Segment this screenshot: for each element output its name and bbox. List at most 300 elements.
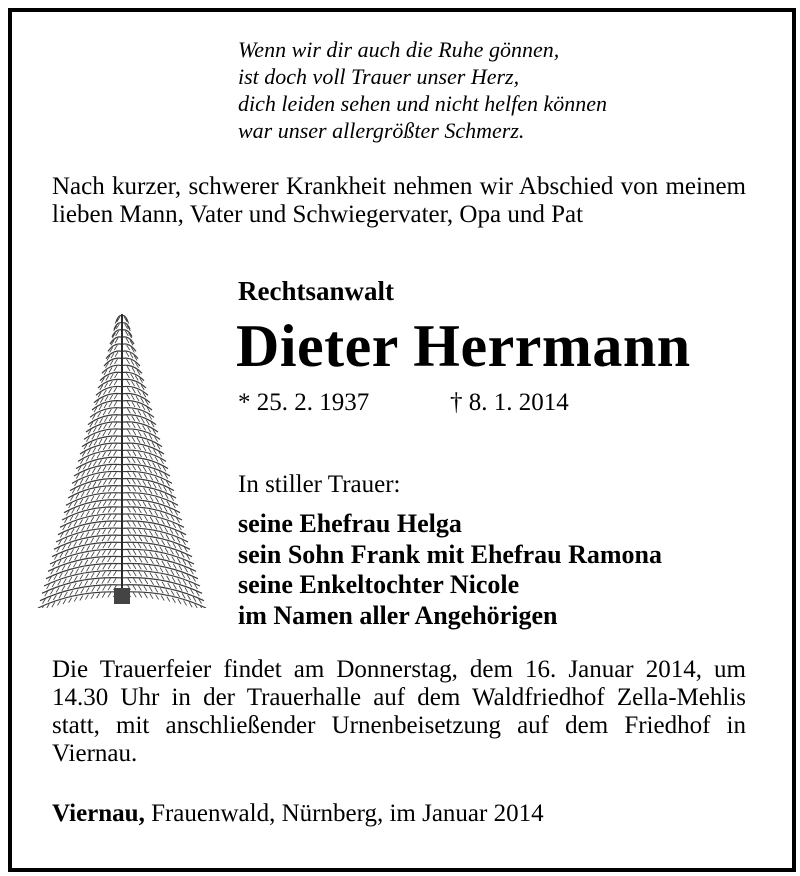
- tree-needle: [189, 602, 192, 607]
- tree-needle: [138, 586, 141, 591]
- tree-needle: [97, 572, 100, 577]
- tree-needle: [176, 551, 179, 556]
- tree-needle: [127, 444, 130, 449]
- mourner-item: sein Sohn Frank mit Ehefrau Ramona: [238, 539, 662, 569]
- tree-needle: [87, 504, 90, 509]
- tree-needle: [127, 543, 130, 548]
- tree-needle: [86, 553, 89, 558]
- tree-needle: [114, 451, 117, 456]
- tree-needle: [103, 480, 106, 485]
- tree-needle: [71, 529, 74, 534]
- tree-needle: [91, 496, 94, 501]
- tree-needle: [59, 573, 62, 578]
- tree-needle: [158, 485, 161, 490]
- tree-needle: [86, 587, 89, 592]
- tree-needle: [103, 431, 106, 436]
- tree-needle: [97, 495, 100, 500]
- tree-branch: [122, 337, 134, 344]
- tree-needle: [166, 514, 169, 519]
- tree-needle: [102, 515, 105, 520]
- tree-needle: [127, 387, 130, 392]
- tree-needle: [109, 444, 112, 449]
- tree-needle: [154, 470, 157, 475]
- tree-needle: [171, 591, 174, 596]
- tree-needle: [139, 473, 142, 478]
- tree-needle: [137, 403, 140, 408]
- tree-needle: [156, 581, 159, 586]
- tree-needle: [81, 533, 84, 538]
- tree-needle: [98, 412, 101, 417]
- tree-needle: [173, 543, 176, 548]
- tree-needle: [128, 493, 131, 498]
- tree-needle: [150, 573, 153, 578]
- tree-needle: [138, 445, 141, 450]
- tree-needle: [162, 540, 165, 545]
- tree-needle: [128, 550, 131, 555]
- tree-needle: [92, 468, 95, 473]
- tree-needle: [127, 422, 130, 427]
- tree-needle: [110, 374, 113, 379]
- tree-needle: [144, 433, 147, 438]
- tree-needle: [149, 566, 152, 571]
- tree-needle: [79, 540, 82, 545]
- tree-needle: [128, 571, 131, 576]
- tree-needle: [128, 451, 131, 456]
- tree-needle: [81, 567, 84, 572]
- tree-needle: [73, 562, 76, 567]
- tree-needle: [144, 565, 147, 570]
- tree-needle: [155, 457, 158, 462]
- tree-needle: [75, 589, 78, 594]
- tree-needle: [98, 467, 101, 472]
- tree-needle: [127, 436, 130, 441]
- tree-needle: [149, 587, 152, 592]
- tree-needle: [139, 529, 142, 534]
- tree-needle: [185, 587, 188, 592]
- tree-needle: [145, 579, 148, 584]
- tree-needle: [76, 527, 79, 532]
- tree-needle: [143, 467, 146, 472]
- tree-needle: [144, 453, 147, 458]
- tree-needle: [127, 429, 130, 434]
- tree-needle: [139, 536, 142, 541]
- tree-needle: [75, 514, 78, 519]
- tree-needle: [154, 545, 157, 550]
- tree-needle: [161, 595, 164, 600]
- tree-needle: [127, 394, 130, 399]
- tree-needle: [127, 507, 130, 512]
- tree-needle: [77, 507, 80, 512]
- tree-needle: [150, 538, 153, 543]
- tree-needle: [170, 529, 173, 534]
- tree-needle: [68, 584, 71, 589]
- tree-needle: [142, 439, 145, 444]
- tree-needle: [128, 578, 131, 583]
- tree-needle: [144, 495, 147, 500]
- tree-needle: [114, 564, 117, 569]
- tree-needle: [138, 543, 141, 548]
- tree-needle: [165, 569, 168, 574]
- tree-needle: [144, 509, 147, 514]
- tree-needle: [109, 388, 112, 393]
- tree-needle: [114, 436, 117, 441]
- tree-needle: [115, 359, 118, 364]
- tree-needle: [103, 543, 106, 548]
- tree-needle: [148, 482, 151, 487]
- tree-needle: [150, 594, 153, 599]
- tree-needle: [155, 566, 158, 571]
- tree-needle: [93, 482, 96, 487]
- tree-needle: [114, 444, 117, 449]
- tree-needle: [148, 427, 151, 432]
- tree-branch: [122, 344, 136, 351]
- tree-needle: [138, 466, 141, 471]
- tree-needle: [109, 367, 112, 372]
- tree-needle: [149, 434, 152, 439]
- tree-needle: [143, 502, 146, 507]
- tree-needle: [81, 547, 84, 552]
- tree-needle: [143, 425, 146, 430]
- tree-needle: [137, 417, 140, 422]
- tree-needle: [64, 558, 67, 563]
- tree-needle: [104, 424, 107, 429]
- tree-needle: [133, 529, 136, 534]
- tree-needle: [100, 418, 103, 423]
- tree-needle: [114, 401, 117, 406]
- tree-needle: [133, 557, 136, 562]
- poem-line: ist doch voll Trauer unser Herz,: [238, 64, 520, 89]
- tree-needle: [109, 458, 112, 463]
- tree-needle: [103, 586, 106, 591]
- tree-needle: [113, 578, 116, 583]
- tree-needle: [98, 446, 101, 451]
- tree-needle: [132, 402, 135, 407]
- tree-needle: [108, 465, 111, 470]
- tree-needle: [96, 579, 99, 584]
- tree-needle: [133, 409, 136, 414]
- tree-needle: [108, 500, 111, 505]
- tree-needle: [167, 597, 170, 602]
- tree-needle: [127, 486, 130, 491]
- tree-needle: [102, 557, 105, 562]
- tree-needle: [139, 550, 142, 555]
- tree-needle: [149, 489, 152, 494]
- tree-needle: [178, 599, 181, 604]
- tree-needle: [82, 505, 85, 510]
- tree-needle: [97, 593, 100, 598]
- tree-needle: [71, 549, 74, 554]
- tree-needle: [108, 522, 111, 527]
- tree-needle: [155, 511, 158, 516]
- tree-needle: [103, 445, 106, 450]
- tree-needle: [156, 497, 159, 502]
- tree-needle: [133, 515, 136, 520]
- tree-needle: [114, 458, 117, 463]
- tree-needle: [155, 574, 158, 579]
- tree-needle: [133, 472, 136, 477]
- mourners-list: [238, 509, 662, 631]
- tree-needle: [133, 430, 136, 435]
- tree-needle: [91, 538, 94, 543]
- tree-needle: [132, 416, 135, 421]
- tree-needle: [151, 580, 154, 585]
- tree-needle: [92, 545, 95, 550]
- tree-needle: [108, 543, 111, 548]
- tree-needle: [104, 403, 107, 408]
- tree-needle: [52, 602, 55, 607]
- tree-needle: [92, 587, 95, 592]
- tree-needle: [96, 558, 99, 563]
- tree-needle: [103, 390, 106, 395]
- tree-needle: [114, 500, 117, 505]
- tree-needle: [145, 558, 148, 563]
- poem-line: dich leiden sehen und nicht helfen können: [238, 91, 607, 116]
- tree-needle: [104, 459, 107, 464]
- tree-needle: [70, 570, 73, 575]
- mourner-item: seine Ehefrau Helga: [238, 509, 462, 538]
- tree-needle: [133, 585, 136, 590]
- tree-needle: [109, 479, 112, 484]
- tree-needle: [133, 508, 136, 513]
- tree-needle: [114, 429, 117, 434]
- tree-needle: [153, 462, 156, 467]
- tree-needle: [103, 410, 106, 415]
- tree-base: [114, 588, 130, 604]
- tree-needle: [87, 545, 90, 550]
- tree-needle: [96, 516, 99, 521]
- tree-needle: [172, 556, 175, 561]
- tree-needle: [161, 499, 164, 504]
- tree-needle: [149, 468, 152, 473]
- tree-needle: [127, 479, 130, 484]
- tree-needle: [104, 438, 107, 443]
- tree-needle: [108, 585, 111, 590]
- tree-needle: [167, 542, 170, 547]
- tree-needle: [97, 530, 100, 535]
- tree-needle: [156, 539, 159, 544]
- tree-needle: [126, 352, 129, 357]
- tree-needle: [127, 408, 130, 413]
- tree-needle: [173, 564, 176, 569]
- tree-needle: [97, 565, 100, 570]
- tree-needle: [133, 444, 136, 449]
- tree-needle: [81, 492, 84, 497]
- tree-needle: [87, 490, 90, 495]
- tree-needle: [150, 531, 153, 536]
- tree-needle: [168, 583, 171, 588]
- tree-needle: [97, 551, 100, 556]
- tree-branch: [108, 344, 122, 351]
- tree-needle: [161, 554, 164, 559]
- tree-needle: [94, 440, 97, 445]
- tree-needle: [53, 595, 56, 600]
- tree-needle: [127, 401, 130, 406]
- tree-needle: [133, 522, 136, 527]
- tree-needle: [114, 543, 117, 548]
- tree-needle: [97, 586, 100, 591]
- tree-needle: [93, 503, 96, 508]
- tree-needle: [139, 452, 142, 457]
- tree-needle: [131, 374, 134, 379]
- tree-needle: [97, 474, 100, 479]
- tree-needle: [115, 373, 118, 378]
- tree-needle: [161, 479, 164, 484]
- tree-needle: [172, 536, 175, 541]
- tree-needle: [114, 507, 117, 512]
- tree-needle: [80, 595, 83, 600]
- tree-needle: [114, 479, 117, 484]
- tree-needle: [128, 557, 131, 562]
- tree-needle: [65, 571, 68, 576]
- tree-needle: [80, 519, 83, 524]
- tree-needle: [85, 560, 88, 565]
- tree-needle: [86, 574, 89, 579]
- tree-needle: [144, 586, 147, 591]
- tree-needle: [91, 559, 94, 564]
- tree-needle: [114, 521, 117, 526]
- mourner-item: im Namen aller Angehörigen: [238, 600, 558, 630]
- tree-needle: [160, 547, 163, 552]
- tree-needle: [159, 526, 162, 531]
- tree-needle: [74, 521, 77, 526]
- tree-needle: [97, 488, 100, 493]
- tree-needle: [92, 434, 95, 439]
- tree-needle: [142, 405, 145, 410]
- tree-needle: [154, 449, 157, 454]
- tree-needle: [90, 580, 93, 585]
- tree-needle: [102, 550, 105, 555]
- tree-needle: [177, 558, 180, 563]
- tree-needle: [108, 529, 111, 534]
- tree-needle: [70, 591, 73, 596]
- tree-needle: [162, 561, 165, 566]
- tree-needle: [99, 439, 102, 444]
- tree-needle: [85, 497, 88, 502]
- tree-needle: [75, 534, 78, 539]
- tree-needle: [132, 423, 135, 428]
- tree-needle: [105, 396, 108, 401]
- mourning-label: In stiller Trauer:: [238, 471, 401, 498]
- tree-needle: [98, 523, 101, 528]
- tree-needle: [127, 359, 130, 364]
- tree-needle: [145, 516, 148, 521]
- tree-needle: [102, 536, 105, 541]
- tree-needle: [91, 475, 94, 480]
- tree-needle: [103, 501, 106, 506]
- tree-needle: [108, 557, 111, 562]
- birth-date: * 25. 2. 1937: [238, 389, 370, 416]
- tree-needle: [160, 588, 163, 593]
- tree-needle: [139, 494, 142, 499]
- mourner-item: seine Enkeltochter Nicole: [238, 570, 520, 599]
- tree-needle: [165, 548, 168, 553]
- tree-needle: [82, 526, 85, 531]
- tree-needle: [144, 593, 147, 598]
- tree-needle: [113, 557, 116, 562]
- tree-needle: [102, 494, 105, 499]
- tree-needle: [80, 479, 83, 484]
- intro-text: Nach kurzer, schwerer Krankheit nehmen wir Abschied von meinem lieben Mann, Vater und Schwiegervater, Opa und Pat: [52, 173, 746, 228]
- tree-needle: [148, 461, 151, 466]
- tree-needle: [144, 488, 147, 493]
- tree-needle: [114, 345, 117, 350]
- tree-needle: [108, 486, 111, 491]
- tree-needle: [83, 485, 86, 490]
- tree-needle: [127, 465, 130, 470]
- tree-needle: [160, 492, 163, 497]
- tree-needle: [143, 481, 146, 486]
- tree-needle: [86, 511, 89, 516]
- tree-needle: [113, 472, 116, 477]
- tree-needle: [133, 564, 136, 569]
- tree-needle: [110, 395, 113, 400]
- tree-needle: [138, 501, 141, 506]
- tree-needle: [148, 448, 151, 453]
- tree-needle: [131, 395, 134, 400]
- tree-needle: [176, 571, 179, 576]
- tree-needle: [128, 535, 131, 540]
- tree-needle: [114, 408, 117, 413]
- tree-needle: [155, 532, 158, 537]
- tree-needle: [138, 508, 141, 513]
- signoff-rest: Frauenwald, Nürnberg, im Januar 2014: [144, 800, 544, 827]
- tree-needle: [70, 536, 73, 541]
- tree-needle: [69, 577, 72, 582]
- tree-needle: [63, 599, 66, 604]
- tree-needle: [81, 588, 84, 593]
- tree-needle: [138, 410, 141, 415]
- tree-needle: [108, 571, 111, 576]
- tree-needle: [103, 508, 106, 513]
- tree-needle: [172, 598, 175, 603]
- tree-needle: [154, 525, 157, 530]
- tree-needle: [143, 446, 146, 451]
- tree-needle: [108, 508, 111, 513]
- tree-needle: [138, 564, 141, 569]
- tree-needle: [68, 564, 71, 569]
- tree-needle: [179, 586, 182, 591]
- tree-needle: [133, 571, 136, 576]
- tree-needle: [79, 582, 82, 587]
- tree-needle: [150, 475, 153, 480]
- tree-needle: [150, 496, 153, 501]
- tree-needle: [133, 493, 136, 498]
- tree-needle: [182, 593, 185, 598]
- tree-needle: [156, 560, 159, 565]
- tree-needle: [102, 593, 105, 598]
- tree-needle: [138, 522, 141, 527]
- tree-needle: [80, 499, 83, 504]
- tree-needle: [93, 427, 96, 432]
- tree-needle: [62, 586, 65, 591]
- tree-needle: [168, 562, 171, 567]
- tree-needle: [138, 390, 141, 395]
- signoff: [52, 799, 544, 829]
- tree-needle: [92, 524, 95, 529]
- tree-needle: [80, 554, 83, 559]
- tree-needle: [138, 480, 141, 485]
- tree-needle: [91, 594, 94, 599]
- tree-needle: [128, 472, 131, 477]
- tree-needle: [141, 418, 144, 423]
- tree-needle: [133, 500, 136, 505]
- tree-needle: [76, 569, 79, 574]
- tree-needle: [108, 430, 111, 435]
- tree-needle: [166, 555, 169, 560]
- tree-needle: [58, 580, 61, 585]
- tree-needle: [177, 592, 180, 597]
- tree-needle: [68, 543, 71, 548]
